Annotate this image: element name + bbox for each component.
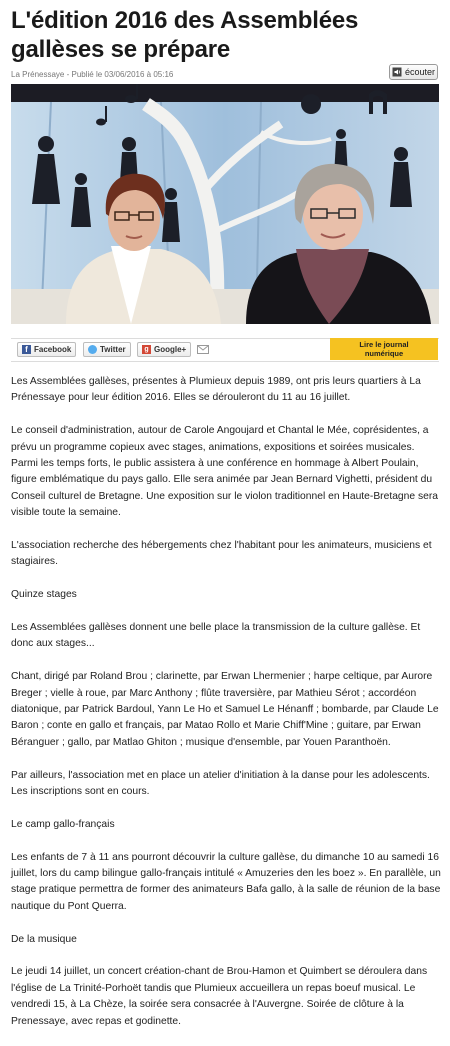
twitter-icon	[88, 345, 97, 354]
article-body	[11, 374, 441, 1046]
facebook-label: Facebook	[34, 345, 72, 354]
google-share-button[interactable]	[137, 342, 191, 357]
google-plus-icon: g	[142, 345, 151, 354]
paragraph: Le jeudi 14 juillet, un concert création-chant de Brou-Hamon et Quimbert se déroulera dans l'église de La Trinité-Porhoët tandis que Plumieux accueillera un repas boeuf musical. Le vendredi 15, à La Chèze, la soirée sera consacrée à l'Auvergne. Soirée de clôture à la Prenessaye, avec repas et godinette.	[11, 966, 428, 1027]
paragraph: Les enfants de 7 à 11 ans pourront découvrir la culture gallèse, du dimanche 10 au samedi 16 juillet, lors du camp bilingue gallo-français intitulé « Amuzeries den les boez ». En parallèle, un stage pratique permettra de former des animateurs Bafa gallo, à la salle de réunion de la base nautique du Pont Querra.	[11, 851, 441, 912]
subheading: Le camp gallo-français	[11, 818, 115, 830]
article-title: L'édition 2016 des Assemblées gallèses se prépare	[11, 7, 359, 63]
paragraph: Les Assemblées gallèses, présentes à Plumieux depuis 1989, ont pris leurs quartiers à La Prénessaye pour leur édition 2016. Elles se dérouleront du 11 au 16 juillet.	[11, 376, 421, 404]
article-meta: La Prénessaye - Publié le 03/06/2016 à 05:16	[11, 70, 174, 79]
listen-button[interactable]	[389, 64, 438, 80]
journal-line-2: numérique	[364, 349, 404, 358]
facebook-share-button[interactable]	[17, 342, 76, 357]
paragraph: Le conseil d'administration, autour de Carole Angoujard et Chantal le Mée, coprésidentes, a prévu un programme copieux avec stages, animations, expositions et soirées musicales. Parmi les temps forts, le public assistera à une conférence en hommage à Albert Poulain, figure emblématique du pays gallo. Elle sera animée par Jean Bernard Vighetti, président du Conseil culturel de Bretagne. Une exposition sur le violon traditionnel en Haute-Bretagne sera visible toute la semaine.	[11, 425, 438, 519]
twitter-share-button[interactable]	[83, 342, 131, 357]
facebook-icon: f	[22, 345, 31, 354]
paragraph: Par ailleurs, l'association met en place un atelier d'initiation à la danse pour les adolescents. Les inscriptions sont en cours.	[11, 769, 430, 798]
twitter-label: Twitter	[100, 345, 126, 354]
google-label: Google+	[154, 345, 187, 354]
read-digital-journal-button[interactable]	[330, 338, 438, 360]
paragraph: Les Assemblées gallèses donnent une belle place la transmission de la culture gallèse. Et donc aux stages...	[11, 622, 421, 650]
paragraph: L'association recherche des hébergements chez l'habitant pour les animateurs, musiciens et stagiaires.	[11, 540, 432, 568]
photo-illustration	[11, 84, 439, 324]
listen-label: écouter	[404, 67, 436, 77]
paragraph: Chant, dirigé par Roland Brou ; clarinette, par Erwan Lhermenier ; harpe celtique, par Aurore Breger ; vielle à roue, par Marc Anthony ; flûte traversière, par Mathieu Sérot ; accordéon diatonique, par Patrick Bardoul, Yann Le Ho et Samuel Le Hénanff ; bombarde, par Claude Le Baron ; conte en gallo et français, par Matao Rollo et Marie Chiff'Mine ; guitare, par Erwan Béranguer ; gallo, par Matlao Ghiton ; musique d'ensemble, par Youen Paranthoën.	[11, 671, 439, 748]
subheading: De la musique	[11, 933, 77, 945]
envelope-icon[interactable]	[197, 345, 209, 354]
speaker-icon	[392, 67, 402, 77]
journal-line-1: Lire le journal	[359, 340, 409, 349]
article-photo	[11, 84, 439, 324]
subheading: Quinze stages	[11, 589, 77, 601]
